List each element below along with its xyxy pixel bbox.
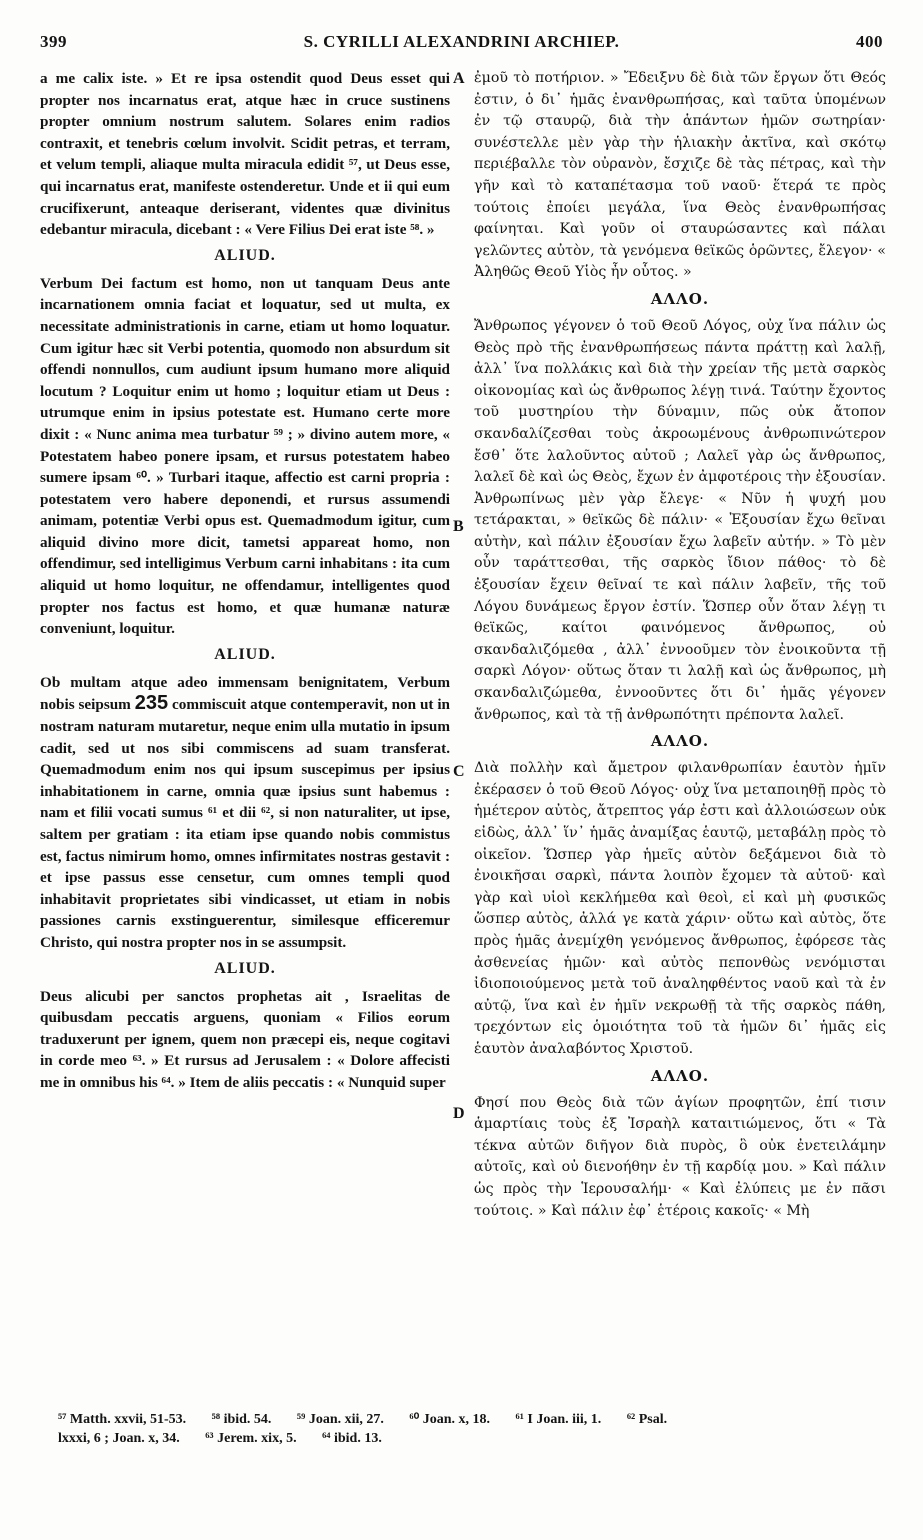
footnote: ⁶³ Jerem. xix, 5. [205,1431,297,1446]
greek-paragraph-4: Φησί που Θεὸς διὰ τῶν ἁγίων προφητῶν, ἐπί τισιν ἁμαρτίαις τοὺς ἐξ Ἰσραὴλ καταιτιώμενος, ὅτι « Τὰ τέκνα αὐτῶν διῆγον διὰ πυρὸς, ὃ οὐκ ἐνετειλάμην αὐτοῖς, καὶ οὐ διενοήθην ἐν τῇ καρδίᾳ μου. » Καὶ πάλιν ὡς πρὸς τὴν Ἱερουσαλήμ· « Καὶ ἐλύπεις με ἐν πᾶσι τούτοις. » Καὶ πάλιν ἐφ᾽ ἑτέροις κακοῖς· « Μὴ [474,1094,886,1219]
page-number-left: 399 [40,32,67,51]
running-title: S. CYRILLI ALEXANDRINI ARCHIEP. [303,32,620,51]
latin-paragraph-3 [40,672,450,954]
footnote: lxxxi, 6 ; Joan. x, 34. [58,1431,180,1446]
latin-paragraph-1: a me calix iste. » Et re ipsa ostendit quod Deus esset qui propter nos incarnatus erat, atque hæc in cruce sustinens propter omnium nostrum salutem. Solares enim radios contraxit, et tenebris cœlum involvit. Scidit petras, et terram, et velum templi, aliaque multa miracula edidit ⁵⁷, ut Deus esse, qui incarnatus erat, manifeste ostenderetur. Unde et ii qui eum crucifixerunt, anteaque deriserant, videntes quæ divinitus edebantur miracula, dicebant : « Vere Filius Dei erat iste ⁵⁸. » [40,70,450,239]
latin-paragraph-3-rest: commiscuit atque contemperavit, non ut in nostram naturam mutaretur, neque enim ulla mutatio in ipsum cadit, sed ut nos sibi commiscens ad suam transferat. Quemadmodum enim nos qui ipsum suscepimus per ipsius inhabitationem in carne, omnia quæ ipsius sunt habemus : nam et filii vocati sumus ⁶¹ et dii ⁶², si non naturaliter, ut ipse, saltem per gratiam : ita etiam ipse quando nobis commistus est, factus nimirum homo, omnes infirmitates nostras gestavit : et ipse passus esse censetur, cum omnes templi quod inhabitavit proprietates sibi vindicasset, ut etiam in nobis passiones carnis exstinguerentur, similesque efficeremur Christo, qui nostra propter nos in se assumpsit. [40,696,450,951]
latin-column [40,68,450,1094]
greek-heading-1: ΑΛΛΟ. [650,289,710,308]
footnote-line-1 [58,1410,883,1429]
greek-paragraph-3: Διὰ πολλὴν καὶ ἄμετρον φιλανθρωπίαν ἑαυτὸν ἡμῖν ἐκέρασεν ὁ τοῦ Θεοῦ Λόγος· οὐχ ἵνα μεταποιηθῇ πρὸς τὸ ἡμέτερον αὐτὸς, ἄτρεπτος γάρ ἐστι καὶ ἀλλοιώσεων οὐκ εἰδὼς, ἀλλ᾽ ἵν᾽ ἡμᾶς ἀναμίξας ἑαυτῷ, μεταβάλῃ πρὸς τὸ οἰκεῖον. Ὥσπερ γὰρ ἡμεῖς αὐτὸν δεξάμενοι διὰ τὸ ἐνοικῆσαι σαρκὶ, πάντα λοιπὸν ἔχομεν τὰ αὐτοῦ· καὶ γὰρ καὶ υἱοὶ κεκλήμεθα καὶ θεοὶ, εἰ καὶ μὴ φυσικῶς ὥσπερ αὐτὸς, ἀλλά γε κατὰ χάριν· οὕτω καὶ αὐτὸς, ὅτε πρὸς ἡμᾶς ἀνεμίχθη γενόμενος ἄνθρωπος, ἐφόρεσε τὰς ἀσθενείας ἡμῶν· καὶ αὐτὸς πεπονθὼς νενόμισται ἰδιοποιούμενος μετὰ τοῦ ἀναληφθέντος ναοῦ καὶ τὰ ἐν αὐτῷ, ἵνα καὶ ἐν ἡμῖν νεκρωθῇ τὰ τῆς σαρκὸς πάθη, τρεχόντων εἰς ὁμοιότητα τοῦ τὰ ἡμῶν δι᾽ ἡμᾶς εἰς ἑαυτὸν ἀναλαβόντος Χριστοῦ. [474,760,886,1057]
greek-paragraph-1: ἐμοῦ τὸ ποτήριον. » Ἔδειξνυ δὲ διὰ τῶν ἔργων ὅτι Θεός ἐστιν, ὁ δι᾽ ἡμᾶς ἐνανθρωπήσας, καὶ ταῦτα ὑπομένων ἐν τῷ σταυρῷ, διὰ τὴν ἁπάντων ἡμῶν σωτηρίαν· συνέστελλε μὲν γὰρ τὴν ἡλιακὴν ἀκτῖνα, καὶ σκότῳ περιέβαλλε τὸν οὐρανὸν, ἔσχιζε δὲ τὰς πέτρας, καὶ τὴν γῆν καὶ τὸ καταπέτασμα τοῦ ναοῦ· ἕτερά τε πρὸς τούτοις ἐποίει μεγάλα, ἵνα Θεὸς ἐνανθρωπήσας φαίνηται. Καὶ γοῦν οἱ σταυρώσαντες καὶ πάλαι γελῶντες αὐτὸν, τὰ γενόμενα θεϊκῶς ὁρῶντες, ἔλεγον· « Ἀληθῶς Θεοῦ Υἱὸς ἦν οὗτος. » [474,70,886,281]
footnote: ⁵⁹ Joan. xii, 27. [296,1412,384,1427]
footnote: ⁶² Psal. [626,1412,668,1427]
greek-heading-3: ΑΛΛΟ. [650,1066,710,1085]
latin-heading-3: ALIUD. [214,959,276,977]
footnote-line-2 [58,1429,883,1448]
footnote: ⁶⁴ ibid. 13. [322,1431,382,1446]
footnote: ⁵⁷ Matth. xxvii, 51-53. [58,1412,187,1427]
footnote: ⁶¹ I Joan. iii, 1. [515,1412,602,1427]
footnote: ⁶⁰ Joan. x, 18. [409,1412,490,1427]
margin-marker-d: D [453,1105,465,1122]
margin-marker-a: A [453,70,465,87]
latin-paragraph-3-start: Ob multam atque adeo immensam benignitatem, Verbum nobis seipsum [40,673,450,714]
footnotes [58,1410,883,1448]
column-number: 235 [134,692,169,715]
greek-heading-2: ΑΛΛΟ. [650,732,710,751]
latin-heading-1: ALIUD. [214,246,276,264]
latin-paragraph-2: Verbum Dei factum est homo, non ut tanquam Deus ante incarnationem omnia faciat et loquatur, sed ut multa, ex necessitate administrationis in carne, etiam ut homo loquatur. Cum igitur hæc sit Verbi potentia, quomodo non absurdum sit offendi nonnullos, cum audiunt ipsum humano more aliquid locutum ? Loquitur enim ut homo ; loquitur etiam ut Deus : utrumque enim in ipsius potestate est. Humano certe more dixit : « Nunc anima mea turbatur ⁵⁹ ; » divino autem more, « Potestatem habeo ponere ipsam, et rursus potestatem habeo sumere ipsam ⁶⁰. » Turbari itaque, affectio est carni propria : potestatem vero habere deponendi, et rursus assumendi animam, potentiæ Verbi opus est. Quemadmodum igitur, cum aliquid divino more dicit, tametsi appareat homo, non offendimur, sed intelligimus Verbum carni inhabitans : ita cum aliquid ut homo loquitur, ne offendamur, intelligentes quod propter nos factus est homo, et quæ humanæ naturæ conveniunt, loquitur. [40,274,450,638]
margin-marker-b: B [453,518,464,535]
page-header [40,32,883,58]
footnote: ⁵⁸ ibid. 54. [211,1412,272,1427]
margin-marker-c: C [453,763,465,780]
greek-column [474,68,886,1222]
latin-heading-2: ALIUD. [214,645,276,663]
latin-paragraph-4: Deus alicubi per sanctos prophetas ait , Israelitas de quibusdam peccatis arguens, quoniam « Filios eorum traduxerunt per ignem, quem non præcepi eis, neque cogitavi in corde meo ⁶³. » Et rursus ad Jerusalem : « Dolore affecisti me in omnibus his ⁶⁴. » Item de aliis peccatis : « Nunquid super [40,987,450,1091]
greek-paragraph-2: Ἄνθρωπος γέγονεν ὁ τοῦ Θεοῦ Λόγος, οὐχ ἵνα πάλιν ὡς Θεὸς πρὸ τῆς ἐνανθρωπήσεως πάντα πράττῃ καὶ λαλῇ, ἀλλ᾽ ἵνα πολλάκις καὶ διὰ τὴν χρείαν τῆς μετὰ σαρκὸς οἰκονομίας καὶ ὡς ἄνθρωπος λέγῃ τινά. Ταύτην ἔχοντος τοῦ μυστηρίου τὴν δύναμιν, πῶς οὐκ ἄτοπον σκανδαλίζεσθαι τοὺς ἀκροωμένους ἀνθρωπινώτερον ἔσθ᾽ ὅτε λαλοῦντος αὐτοῦ ; Λαλεῖ γὰρ ὡς ἄνθρωπος, λαλεῖ δὲ καὶ ὡς Θεὸς, ἔχων ἐν ἀμφοτέροις τὴν ἐξουσίαν. Ἀνθρωπίνως μὲν γὰρ ἔλεγε· « Νῦν ἡ ψυχή μου τετάρακται, » θεϊκῶς δὲ πάλιν· « Ἐξουσίαν ἔχω θεῖναι αὐτὴν, καὶ πάλιν ἐξουσίαν ἔχω λαβεῖν αὐτήν. » Τὸ μὲν οὖν ταράττεσθαι, τῆς σαρκὸς ἴδιον πάθος· τὸ δὲ ἐξουσίαν ἔχειν θεῖναί τε καὶ πάλιν λαβεῖν, τῆς τοῦ Λόγου δυνάμεως ἔργον ἐστίν. Ὥσπερ οὖν ὅταν λέγῃ τι θεϊκῶς, καίτοι φαινόμενος ἄνθρωπος, οὐ σκανδαλιζόμεθα , ἀλλ᾽ ἐννοοῦμεν τὸν ἐνοικοῦντα τῇ σαρκὶ Λόγον· οὕτως ὅταν τι λαλῇ καὶ ὡς ἄνθρωπος, μὴ σκανδαλιζώμεθα, ἐννοοῦντες ὅτι δι᾽ ἡμᾶς γέγονεν ἄνθρωπος, καὶ τὰ τῇ ἀνθρωπότητι πρέποντα λαλεῖ. [474,317,886,723]
page-number-right: 400 [856,32,883,51]
